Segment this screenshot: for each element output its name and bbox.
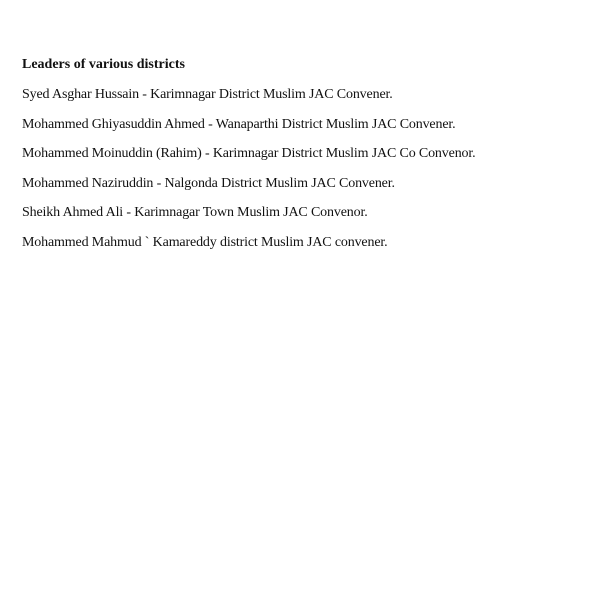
leaders-list <box>22 87 592 251</box>
leader-entry: Mohammed Naziruddin - Nalgonda District Muslim JAC Convener. <box>22 175 395 191</box>
leader-entry: Sheikh Ahmed Ali - Karimnagar Town Muslim JAC Convenor. <box>22 205 368 220</box>
leader-entry: Mohammed Ghiyasuddin Ahmed - Wanaparthi District Muslim JAC Convener. <box>22 116 456 132</box>
leader-entry: Mohammed Moinuddin (Rahim) - Karimnagar District Muslim JAC Co Convenor. <box>22 146 476 161</box>
leader-entry: Syed Asghar Hussain - Karimnagar District Muslim JAC Convener. <box>22 87 393 102</box>
leader-entry: Mohammed Mahmud ` Kamareddy district Muslim JAC convener. <box>22 234 388 250</box>
document-content <box>22 57 592 264</box>
section-heading: Leaders of various districts <box>22 57 185 72</box>
